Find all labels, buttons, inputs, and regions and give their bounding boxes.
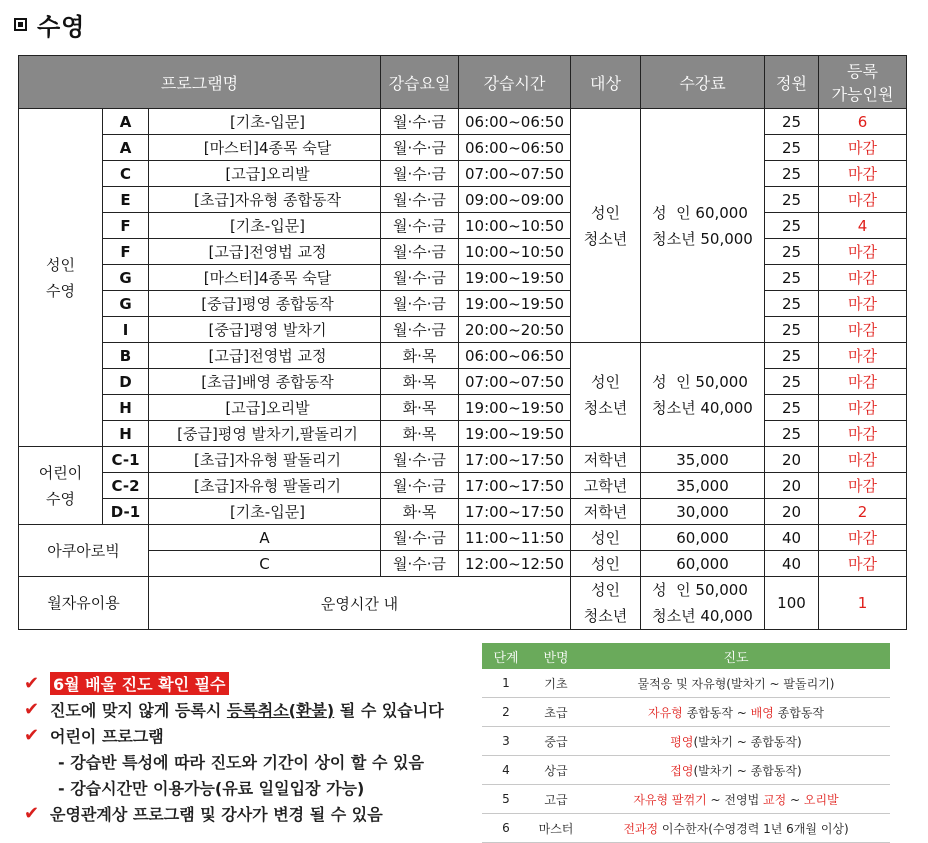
capacity: 20: [765, 447, 819, 473]
available-count: 마감: [819, 239, 907, 265]
class-code: D-1: [103, 499, 149, 525]
group-child: [19, 447, 103, 525]
class-code: E: [103, 187, 149, 213]
program-name: [초급]자유형 종합동작: [149, 187, 381, 213]
level-progress: [582, 785, 890, 814]
table-row: [19, 317, 907, 343]
class-days: 월·수·금: [381, 213, 459, 239]
available-count: 마감: [819, 161, 907, 187]
level-table: [482, 643, 890, 843]
level-progress: [582, 727, 890, 756]
class-days: 화·목: [381, 421, 459, 447]
page-title: [14, 6, 85, 42]
table-row: [19, 135, 907, 161]
level-row: [482, 727, 890, 756]
check-icon: ✔: [24, 802, 40, 824]
progress-part: 자유형: [647, 705, 683, 720]
square-bullet-icon: [14, 18, 27, 31]
level-name: 고급: [530, 785, 582, 814]
capacity: 100: [765, 577, 819, 630]
fee-lines: [652, 369, 753, 421]
class-days: 월·수·금: [381, 473, 459, 499]
table-row: [19, 577, 907, 630]
level-step: 6: [482, 814, 530, 843]
fee: [641, 109, 765, 343]
progress-part: ~ 전영법: [706, 792, 763, 807]
level-name: 기초: [530, 669, 582, 698]
available-count: 4: [819, 213, 907, 239]
class-time: 11:00~11:50: [459, 525, 571, 551]
level-step: 2: [482, 698, 530, 727]
class-time: 19:00~19:50: [459, 265, 571, 291]
class-days: 화·목: [381, 369, 459, 395]
table-row: [19, 369, 907, 395]
header-fee: 수강료: [641, 56, 765, 109]
progress-part: 평영: [670, 734, 694, 749]
program-name: [중급]평영 발차기,팔돌리기: [149, 421, 381, 447]
fee: 35,000: [641, 473, 765, 499]
table-row: [19, 447, 907, 473]
level-progress: [582, 698, 890, 727]
progress-part: 종합동작: [773, 705, 825, 720]
table-row: [19, 395, 907, 421]
cell-line: 청소년: [583, 398, 628, 417]
level-header-name: 반명: [530, 643, 582, 669]
table-row: [19, 421, 907, 447]
level-row: [482, 756, 890, 785]
class-code: A: [103, 135, 149, 161]
class-code: C-2: [103, 473, 149, 499]
fee: [641, 343, 765, 447]
fee-line: 청소년 40,000: [652, 607, 753, 625]
class-code: F: [103, 239, 149, 265]
level-header-step: 단계: [482, 643, 530, 669]
available-count: 마감: [819, 265, 907, 291]
program-name: [초급]자유형 팔돌리기: [149, 473, 381, 499]
class-time: 09:00~09:00: [459, 187, 571, 213]
available-count: 마감: [819, 135, 907, 161]
level-name: 초급: [530, 698, 582, 727]
capacity: 25: [765, 135, 819, 161]
cell-line: 성인: [46, 255, 75, 274]
class-time: 20:00~20:50: [459, 317, 571, 343]
table-row: [19, 187, 907, 213]
progress-part: ~: [786, 792, 804, 807]
level-step: 3: [482, 727, 530, 756]
table-row: [19, 265, 907, 291]
table-header-row: [19, 56, 907, 109]
class-days: 월·수·금: [381, 239, 459, 265]
group-monthly: 월자유이용: [19, 577, 149, 630]
class-code: C-1: [103, 447, 149, 473]
available-count: 2: [819, 499, 907, 525]
class-code: D: [103, 369, 149, 395]
target: 저학년: [571, 447, 641, 473]
level-row: [482, 814, 890, 843]
program-name: [기초-입문]: [149, 109, 381, 135]
class-time: 17:00~17:50: [459, 447, 571, 473]
progress-part: 오리발: [803, 792, 839, 807]
target: [571, 577, 641, 630]
table-row: [19, 499, 907, 525]
level-row: [482, 669, 890, 698]
program-name: [기초-입문]: [149, 213, 381, 239]
table-row: [19, 525, 907, 551]
table-row: [19, 291, 907, 317]
class-code: F: [103, 213, 149, 239]
fee-line: 청소년 50,000: [652, 229, 753, 248]
class-days: 화·목: [381, 499, 459, 525]
class-days: 월·수·금: [381, 317, 459, 343]
program-name: [고급]전영법 교정: [149, 343, 381, 369]
capacity: 25: [765, 265, 819, 291]
target: [571, 109, 641, 343]
target: 저학년: [571, 499, 641, 525]
header-available: 등록 가능인원: [819, 56, 907, 109]
progress-part: (발차기 ~ 종합동작): [693, 763, 802, 778]
available-count: 마감: [819, 473, 907, 499]
level-step: 4: [482, 756, 530, 785]
fee-lines: [652, 577, 753, 629]
program-name: [마스터]4종목 숙달: [149, 265, 381, 291]
progress-part: (발차기 ~ 종합동작): [693, 734, 802, 749]
fee: 60,000: [641, 551, 765, 577]
header-capacity: 정원: [765, 56, 819, 109]
header-target: 대상: [571, 56, 641, 109]
capacity: 25: [765, 213, 819, 239]
class-code: H: [103, 421, 149, 447]
capacity: 25: [765, 291, 819, 317]
check-icon: ✔: [24, 698, 40, 720]
note-subitem: - 강습시간만 이용가능(유료 일일입장 가능): [58, 778, 365, 798]
available-count: 마감: [819, 291, 907, 317]
fee: 30,000: [641, 499, 765, 525]
class-days: 화·목: [381, 343, 459, 369]
class-days: 월·수·금: [381, 109, 459, 135]
table-row: [19, 213, 907, 239]
class-time: 17:00~17:50: [459, 473, 571, 499]
level-step: 5: [482, 785, 530, 814]
header-program: 프로그램명: [19, 56, 381, 109]
program-name: [중급]평영 발차기: [149, 317, 381, 343]
level-step: 1: [482, 669, 530, 698]
target: 성인: [571, 525, 641, 551]
class-time: 07:00~07:50: [459, 369, 571, 395]
check-icon: ✔: [24, 724, 40, 746]
progress-part: 전과정: [623, 821, 659, 836]
page-title-text: 수영: [37, 12, 86, 41]
target: 성인: [571, 551, 641, 577]
fee: [641, 577, 765, 630]
program-name: [고급]전영법 교정: [149, 239, 381, 265]
progress-part: 접영: [670, 763, 694, 778]
available-count: 마감: [819, 343, 907, 369]
level-progress: [582, 814, 890, 843]
class-time: 19:00~19:50: [459, 395, 571, 421]
header-time: 강습시간: [459, 56, 571, 109]
cell-line: 성인: [591, 203, 620, 222]
class-days: 화·목: [381, 395, 459, 421]
class-code: A: [103, 109, 149, 135]
progress-part: 자유형 팔꺾기: [633, 792, 707, 807]
program-name: C: [149, 551, 381, 577]
progress-part: 이수한자(수영경력 1년 6개월 이상): [658, 821, 849, 836]
program-name: [중급]평영 종합동작: [149, 291, 381, 317]
program-name: 운영시간 내: [149, 577, 571, 630]
class-time: 06:00~06:50: [459, 109, 571, 135]
check-icon: ✔: [24, 672, 40, 694]
fee-line: 성 인 60,000: [652, 203, 748, 222]
fee: 35,000: [641, 447, 765, 473]
capacity: 40: [765, 525, 819, 551]
class-days: 월·수·금: [381, 187, 459, 213]
available-count: 마감: [819, 187, 907, 213]
level-name: 상급: [530, 756, 582, 785]
available-count: 마감: [819, 369, 907, 395]
level-row: [482, 698, 890, 727]
class-days: 월·수·금: [381, 447, 459, 473]
fee-line: 성 인 50,000: [652, 581, 748, 599]
cell-line: 수영: [46, 489, 75, 508]
cell-line: 청소년: [583, 229, 628, 248]
progress-part: 종합동작 ~: [682, 705, 751, 720]
level-progress: [582, 756, 890, 785]
fee-line: 성 인 50,000: [652, 372, 748, 391]
available-count: 마감: [819, 421, 907, 447]
class-code: C: [103, 161, 149, 187]
available-count: 마감: [819, 551, 907, 577]
class-code: B: [103, 343, 149, 369]
capacity: 25: [765, 343, 819, 369]
program-name: [마스터]4종목 숙달: [149, 135, 381, 161]
class-time: 19:00~19:50: [459, 421, 571, 447]
program-name: A: [149, 525, 381, 551]
note-subitem: - 강습반 특성에 따라 진도와 기간이 상이 할 수 있음: [58, 752, 424, 772]
note-item: ✔ 어린이 프로그램: [24, 724, 164, 746]
table-row: [19, 109, 907, 135]
available-count: 마감: [819, 395, 907, 421]
class-code: I: [103, 317, 149, 343]
target: 고학년: [571, 473, 641, 499]
class-time: 06:00~06:50: [459, 343, 571, 369]
program-name: [초급]배영 종합동작: [149, 369, 381, 395]
table-row: [19, 473, 907, 499]
cell-line: 청소년: [583, 607, 628, 625]
fee: 60,000: [641, 525, 765, 551]
swim-schedule-table: [18, 55, 907, 630]
capacity: 25: [765, 421, 819, 447]
level-row: [482, 785, 890, 814]
available-count: 마감: [819, 525, 907, 551]
available-count: 1: [819, 577, 907, 630]
capacity: 25: [765, 109, 819, 135]
program-name: [초급]자유형 팔돌리기: [149, 447, 381, 473]
program-name: [고급]오리발: [149, 161, 381, 187]
class-time: 19:00~19:50: [459, 291, 571, 317]
note-item: ✔ 6월 배울 진도 확인 필수: [24, 670, 444, 696]
level-header-progress: 진도: [582, 643, 890, 669]
class-time: 17:00~17:50: [459, 499, 571, 525]
capacity: 25: [765, 239, 819, 265]
header-days: 강습요일: [381, 56, 459, 109]
class-days: 월·수·금: [381, 135, 459, 161]
capacity: 40: [765, 551, 819, 577]
program-name: [고급]오리발: [149, 395, 381, 421]
class-days: 월·수·금: [381, 525, 459, 551]
class-days: 월·수·금: [381, 265, 459, 291]
level-header-row: [482, 643, 890, 669]
target: [571, 343, 641, 447]
group-adult: [19, 109, 103, 447]
fee-line: 청소년 40,000: [652, 398, 753, 417]
capacity: 25: [765, 395, 819, 421]
table-row: [19, 161, 907, 187]
class-code: H: [103, 395, 149, 421]
available-count: 6: [819, 109, 907, 135]
table-row: [19, 551, 907, 577]
capacity: 25: [765, 317, 819, 343]
progress-part: 배영: [750, 705, 774, 720]
class-days: 월·수·금: [381, 291, 459, 317]
table-row: [19, 343, 907, 369]
capacity: 25: [765, 161, 819, 187]
note-item: ✔ 진도에 맞지 않게 등록시 등록취소(환불) 될 수 있습니다: [24, 698, 444, 720]
class-time: 10:00~10:50: [459, 213, 571, 239]
capacity: 20: [765, 499, 819, 525]
cell-line: 수영: [46, 281, 75, 300]
capacity: 25: [765, 187, 819, 213]
cell-line: 어린이: [38, 463, 83, 482]
notice-list: [24, 670, 444, 826]
class-time: 12:00~12:50: [459, 551, 571, 577]
class-time: 10:00~10:50: [459, 239, 571, 265]
available-count: 마감: [819, 447, 907, 473]
class-code: G: [103, 265, 149, 291]
cell-line: 성인: [591, 372, 620, 391]
class-code: G: [103, 291, 149, 317]
fee-lines: [652, 200, 753, 252]
progress-part: 교정: [763, 792, 787, 807]
available-count: 마감: [819, 317, 907, 343]
class-days: 월·수·금: [381, 551, 459, 577]
level-name: 중급: [530, 727, 582, 756]
table-row: [19, 239, 907, 265]
level-progress: [582, 669, 890, 698]
cell-line: 성인: [591, 581, 620, 599]
group-aqua: 아쿠아로빅: [19, 525, 149, 577]
program-name: [기초-입문]: [149, 499, 381, 525]
capacity: 20: [765, 473, 819, 499]
note-item: ✔ 운영관계상 프로그램 및 강사가 변경 될 수 있음: [24, 802, 383, 824]
level-name: 마스터: [530, 814, 582, 843]
capacity: 25: [765, 369, 819, 395]
class-time: 07:00~07:50: [459, 161, 571, 187]
class-time: 06:00~06:50: [459, 135, 571, 161]
progress-part: 물적응 및 자유형(발차기 ~ 팔돌리기): [637, 676, 835, 691]
class-days: 월·수·금: [381, 161, 459, 187]
